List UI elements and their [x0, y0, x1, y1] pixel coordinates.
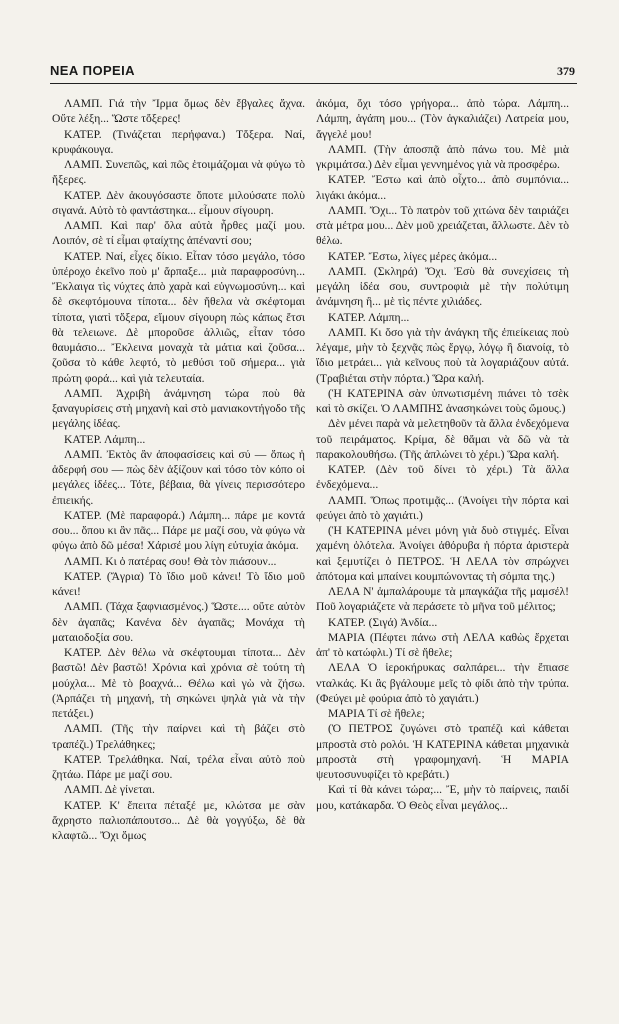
dialogue-paragraph: ΚΑΤΕΡ. Δὲν ἀκουγόσαστε ὅποτε μιλούσατε πολὺ σιγανά. Αὐτὸ τὸ φαντάστηκα... εἶμουν σίγουρη.: [52, 188, 305, 217]
dialogue-paragraph: (Ἡ ΚΑΤΕΡΙΝΑ σὰν ὑπνωτισμένη πιάνει τὸ τσὲκ καὶ τὸ σκίζει. Ὁ ΛΑΜΠΗΣ ἀνασηκώνει τοὺς ὤμους.): [316, 386, 569, 415]
dialogue-paragraph: ΚΑΤΕΡ. Κ' ἔπειτα πέταξέ με, κλώτσα με σὰν ἄχρηστο παλιοπάπουτσο... Δὲ θὰ γογγύξω, δὲ θὰ κλαφτῶ... Ὄχι ὅμως: [52, 798, 305, 842]
dialogue-paragraph: ΛΑΜΠ. (Τῆς τὴν παίρνει καὶ τὴ βάζει στὸ τραπέζι.) Τρελάθηκες;: [52, 722, 305, 751]
dialogue-paragraph: ΚΑΤΕΡ. Ἔστω καὶ ἀπὸ οἶχτο... ἀπὸ συμπόνια... λιγάκι ἀκόμα...: [316, 173, 569, 202]
dialogue-paragraph: ΛΑΜΠ. Ἐκτὸς ἂν ἀποφασίσεις καὶ σύ — ὅπως ἡ ἀδερφή σου — πὼς δὲν ἀξίζουν καὶ τόσο τὸν κόπο οἱ μεγάλες ἰδέες... Τότε, βέβαια, θὰ γίνεις περισσότερο ἐπιεικής.: [52, 447, 305, 507]
dialogue-paragraph: ΛΕΛΑ Ν' ἀμπαλάρουμε τὰ μπαγκάζια τῆς μαμσέλ! Ποῦ λογαριάζετε νὰ περάσετε τὸ μῆνα τοῦ μέλιτος;: [316, 585, 569, 614]
dialogue-paragraph: Καὶ τί θὰ κάνει τώρα;... Ἔ, μὴν τὸ παίρνεις, παιδί μου, κατάκαρδα. Ὁ Θεὸς εἶναι μεγάλος...: [316, 783, 569, 812]
dialogue-paragraph: Δὲν μένει παρὰ νὰ μελετηθοῦν τὰ ἄλλα ἐνδεχόμενα τοῦ πειράματος. Κρίμα, δὲ θἄμαι νὰ δῶ νὰ τὰ παρακολουθήσω. (Τῆς ἁπλώνει τὸ χέρι.) Ὥρα καλή.: [316, 417, 569, 461]
dialogue-paragraph: ΚΑΤΕΡ. (Δὲν τοῦ δίνει τὸ χέρι.) Τὰ ἄλλα ἐνδεχόμενα...: [316, 463, 569, 492]
dialogue-paragraph: ΛΑΜΠ. Ὅπως προτιμᾷς... (Ἀνοίγει τὴν πόρτα καὶ φεύγει ἀπὸ τὸ χαγιάτι.): [316, 493, 569, 522]
dialogue-paragraph: ΚΑΤΕΡ. Ἔστω, λίγες μέρες ἀκόμα...: [328, 249, 498, 263]
left-text-column: [52, 96, 305, 1011]
journal-title: ΝΕΑ ΠΟΡΕΙΑ: [50, 63, 135, 78]
dialogue-paragraph: ΛΑΜΠ. Καὶ παρ' ὅλα αὐτὰ ἦρθες μαζί μου. Λοιπόν, σὲ τί εἶμαι φταίχτης ἀπέναντί σου;: [52, 219, 305, 248]
dialogue-paragraph: ΛΑΜΠ. Ὄχι... Τὸ πατρὸν τοῦ χιτώνα δὲν ταιριάζει στὰ μέτρα μου... Δὲν μοῦ χρειάζεται, ἄλλωστε. Δὲν τὸ θέλω.: [316, 203, 569, 248]
dialogue-paragraph: ΚΑΤΕΡ. Λάμπη...: [64, 432, 146, 446]
dialogue-paragraph: ΛΑΜΠ. (Σκληρά) Ὄχι. Ἐσὺ θὰ συνεχίσεις τὴ μεγάλη ἰδέα σου, συντροφιὰ μὲ τὴν πολύτιμη ἀνάμνηση ἢ... μὲ τὶς πέντε χιλιάδες.: [316, 264, 569, 309]
dialogue-paragraph: ΛΑΜΠ. Κι ὁ πατέρας σου! Θὰ τὸν πιάσουν...: [64, 554, 277, 568]
dialogue-paragraph: ΚΑΤΕΡ. Ναί, εἶχες δίκιο. Εἶταν τόσο μεγάλο, τόσο ὑπέροχο ἐκεῖνο ποὺ μ' ἄρπαξε... μιὰ παραφροσύνη... Ἔκλαιγα τὶς νύχτες ἀπὸ χαρὰ καὶ εὐγνωμοσύνη... καὶ δὲ σκεφτόμουνα τίποτα... δὲν ἤθελα νὰ σκέφτομαι τίποτα, γιατὶ τὄξερα, εἴμουν σίγουρη πὼς κάπως ἔτσι θὰ τελειωνε. Δὲ μποροῦσε ἀλλιῶς, εἶταν τόσο θαυμάσιο... Ἔκλεινα μοναχὰ τὰ μάτια καὶ ζοῦσα... ζοῦσα τὸ κάθε λεφτό, τὸ μεθύσι τοῦ σήμερα... γιὰ πρώτη φορά... καὶ γιὰ τελευταία.: [52, 249, 305, 385]
dialogue-paragraph: ΛΑΜΠ. Κι ὅσο γιὰ τὴν ἀνάγκη τῆς ἐπιείκειας ποὺ λέγαμε, μὴν τὸ ξεχνᾷς πὼς ἔργῳ, λόγῳ ἢ διανοίᾳ, τὸ ἴδιο μετράει... γιὰ κεῖνους ποὺ τὰ λογαριάζουν αὐτά. (Τραβιέται στὴν πόρτα.) Ὥρα καλή.: [316, 325, 569, 385]
dialogue-paragraph: ΜΑΡΙΑ Τί σὲ ἤθελε;: [328, 707, 425, 720]
dialogue-paragraph: ΚΑΤΕΡ. (Σιγά) Ἀνδία...: [328, 615, 438, 629]
running-header: [50, 63, 577, 84]
dialogue-paragraph: ΜΑΡΙΑ (Πέφτει πάνω στὴ ΛΕΛΑ καθὼς ἔρχεται ἀπ' τὸ κατώφλι.) Τί σὲ ἤθελε;: [316, 630, 569, 659]
dialogue-paragraph: ΚΑΤΕΡ. (Μὲ παραφορά.) Λάμπη... πάρε με κοντά σου... ὅπου κι ἂν πᾶς... Πάρε με μαζί σου, νὰ φύγω νὰ φύγω ἀπὸ δῶ μέσα! Χάρισέ μου λίγη εὐτυχία ἀκόμα.: [52, 508, 305, 553]
dialogue-paragraph: ἀκόμα, ὄχι τόσο γρήγορα... ἀπὸ τώρα. Λάμπη... Λάμπη, ἀγάπη μου... (Τὸν ἀγκαλιάζει) Λατρεία μου, ἄγγελέ μου!: [316, 97, 569, 141]
page-number: 379: [557, 64, 575, 78]
dialogue-paragraph: ΛΑΜΠ. Δὲ γίνεται.: [64, 783, 155, 797]
dialogue-paragraph: ΛΑΜΠ. (Τὴν ἀποσπᾷ ἀπὸ πάνω του. Μὲ μιὰ γκριμάτσα.) Δὲν εἶμαι γεννημένος γιὰ νὰ προσφέρω.: [316, 142, 569, 171]
dialogue-paragraph: ΚΑΤΕΡ. Λάμπη...: [328, 310, 410, 324]
dialogue-paragraph: ΛΑΜΠ. (Τάχα ξαφνιασμένος.) Ὥστε.... οὔτε αὐτὸν δὲν ἀγαπᾶς; Κανένα δὲν ἀγαπᾶς; Μονάχα τὴ ματαιοδοξία σου.: [52, 600, 305, 644]
dialogue-paragraph: ΛΑΜΠ. Συνεπῶς, καὶ πῶς ἑτοιμάζομαι νὰ φύγω τὸ ἤξερες.: [52, 158, 305, 187]
dialogue-paragraph: ΚΑΤΕΡ. (Ἄγρια) Τὸ ἴδιο μοῦ κάνει! Τὸ ἴδιο μοῦ κάνει!: [52, 569, 305, 598]
dialogue-paragraph: ΚΑΤΕΡ. (Τινάζεται περήφανα.) Τὄξερα. Ναί, κρυφάκουγα.: [52, 127, 305, 156]
dialogue-paragraph: ΚΑΤΕΡ. Τρελάθηκα. Ναί, τρέλα εἶναι αὐτὸ ποὺ ζητάω. Πάρε με μαζί σου.: [52, 752, 305, 781]
dialogue-paragraph: (Ἡ ΚΑΤΕΡΙΝΑ μένει μόνη γιὰ δυὸ στιγμές. Εἶναι χαμένη ὁλότελα. Ἀνοίγει ἀθόρυβα ἡ πόρτα ἀριστερὰ καὶ ξεμυτίζει ὁ ΠΕΤΡΟΣ. Ἡ ΛΕΛΑ τὸν σπρώχνει ἀπότομα καὶ μπαίνει κουμπώνοντας τὴ σόμπα της.): [316, 524, 569, 583]
dialogue-paragraph: ΛΑΜΠ. Ἀχριβὴ ἀνάμνηση τώρα ποὺ θὰ ξαναγυρίσεις στὴ μηχανὴ καὶ στὸ μανιακοντήγοδο τῆς μεγάλης ἰδέας.: [52, 386, 305, 431]
right-text-column: [316, 96, 569, 1011]
dialogue-paragraph: (Ὁ ΠΕΤΡΟΣ ζυγώνει στὸ τραπέζι καὶ κάθεται μπροστὰ στὸ ρολόι. Ἡ ΚΑΤΕΡΙΝΑ κάθεται μηχανικὰ μπροστὰ στὴ γραφομηχανή. Ἡ ΜΑΡΙΑ ψευτοσυνυφίζει τὸ κρεβάτι.): [316, 722, 569, 781]
dialogue-paragraph: ΛΕΛΑ Ὁ ἱεροκήρυκας σαλπάρει... τὴν ἔπιασε νταλκάς. Κι ἂς βγάλουμε μεῖς τὸ φίδι ἀπὸ τὴν τρύπα. (Φεύγει μὲ φούρια ἀπὸ τὸ χαγιάτι.): [316, 661, 569, 705]
dialogue-paragraph: ΚΑΤΕΡ. Δὲν θέλω νὰ σκέφτουμαι τίποτα... Δὲν βαστῶ! Δὲν βαστῶ! Χρόνια καὶ χρόνια σὲ τούτη τὴ μούχλα... Μὲ τὸ βοαχνά... Θέλω καὶ γὼ νὰ ζήσω. (Ἀρπάζει τὴ μηχανή, τὴ σηκώνει ψηλὰ γιὰ νὰ τὴν πετάξει.): [52, 646, 305, 720]
dialogue-paragraph: ΛΑΜΠ. Γιά τὴν Ἴρμα ὅμως δὲν ἔβγαλες ἄχνα. Οὔτε λέξη... Ὥστε τὄξερες!: [52, 97, 305, 126]
